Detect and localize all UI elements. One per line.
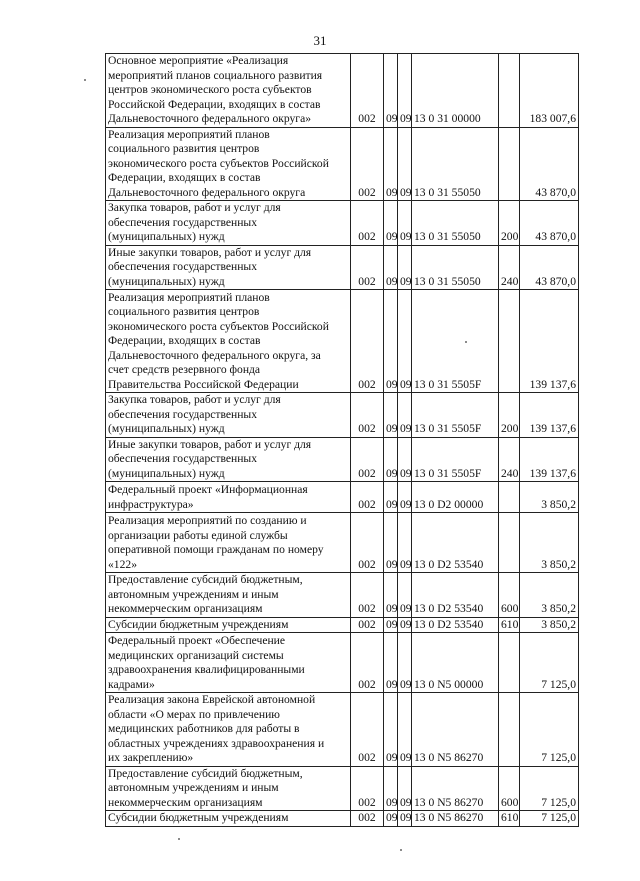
table-row	[106, 693, 579, 767]
target-item-cell: 13 0 N5 86270	[412, 693, 499, 767]
table-row	[106, 573, 579, 618]
row-name-line: Дальневосточного федерального округа	[108, 185, 306, 199]
row-name-line: Основное мероприятие «Реализация	[108, 54, 289, 67]
expense-type-cell: 240	[499, 437, 520, 482]
row-name-line: Реализация мероприятий планов	[108, 290, 270, 304]
row-name-line: Дальневосточного федерального округа»	[108, 112, 312, 125]
target-item-cell: 13 0 31 55050	[412, 245, 499, 290]
scan-speck	[465, 341, 467, 343]
expense-type-cell	[499, 633, 520, 693]
target-item-cell: 13 0 D2 00000	[412, 482, 499, 513]
row-name-line: социального развития центров	[108, 305, 260, 318]
expense-type-cell: 240	[499, 245, 520, 290]
row-name-line: здравоохранения квалифицированными	[108, 663, 305, 676]
row-name-line: Федерации, входящих в состав	[108, 334, 261, 347]
expense-type-cell	[499, 513, 520, 573]
table-row	[106, 290, 579, 393]
subsection-cell: 09	[398, 693, 412, 767]
ministry-code-cell: 002	[351, 393, 384, 438]
target-item-cell: 13 0 D2 53540	[412, 573, 499, 618]
subsection-cell: 09	[398, 766, 412, 811]
row-name-line: Закупка товаров, работ и услуг для	[108, 201, 281, 214]
row-name-line: Субсидии бюджетным учреждениям	[108, 811, 289, 824]
row-name-line: Реализация мероприятий по созданию и	[108, 514, 307, 527]
expense-type-cell: 600	[499, 573, 520, 618]
row-name-line: их закреплению»	[108, 751, 194, 764]
target-item-cell: 13 0 31 5505F	[412, 437, 499, 482]
row-name-line: (муниципальных) нужд	[108, 466, 225, 480]
table-row	[106, 54, 579, 128]
section-cell: 09	[384, 617, 398, 633]
ministry-code-cell: 002	[351, 811, 384, 827]
expense-type-cell	[499, 290, 520, 393]
row-name-cell	[106, 393, 351, 438]
ministry-code-cell: 002	[351, 766, 384, 811]
section-cell: 09	[384, 245, 398, 290]
subsection-cell: 09	[398, 245, 412, 290]
row-name-line: Предоставление субсидий бюджетным,	[108, 573, 303, 586]
row-name-cell	[106, 437, 351, 482]
section-cell: 09	[384, 513, 398, 573]
row-name-line: кадрами»	[108, 677, 155, 691]
row-name-line: Российской Федерации, входящих в состав	[108, 97, 321, 111]
expense-type-cell	[499, 482, 520, 513]
row-name-line: экономического роста субъектов Российской	[108, 319, 329, 333]
row-name-cell	[106, 513, 351, 573]
row-name-line: некоммерческим организациям	[108, 602, 263, 615]
row-name-cell	[106, 54, 351, 128]
row-name-line: инфраструктура»	[108, 497, 194, 511]
table-row	[106, 437, 579, 482]
section-cell: 09	[384, 290, 398, 393]
amount-cell: 139 137,6	[520, 290, 579, 393]
row-name-line: обеспечения государственных	[108, 452, 258, 465]
row-name-line: обеспечения государственных	[108, 215, 258, 229]
ministry-code-cell: 002	[351, 290, 384, 393]
subsection-cell: 09	[398, 617, 412, 633]
section-cell: 09	[384, 573, 398, 618]
target-item-cell: 13 0 D2 53540	[412, 513, 499, 573]
amount-cell: 7 125,0	[520, 811, 579, 827]
row-name-line: оперативной помощи гражданам по номеру	[108, 543, 324, 556]
expense-type-cell	[499, 54, 520, 128]
expense-type-cell	[499, 127, 520, 201]
row-name-line: Дальневосточного федерального округа, за	[108, 348, 321, 362]
amount-cell: 43 870,0	[520, 245, 579, 290]
row-name-cell	[106, 127, 351, 201]
table-row	[106, 766, 579, 811]
amount-cell: 183 007,6	[520, 54, 579, 128]
expense-type-cell: 200	[499, 393, 520, 438]
target-item-cell: 13 0 31 55050	[412, 201, 499, 246]
budget-table	[105, 53, 579, 827]
expense-type-cell: 610	[499, 811, 520, 827]
table-row	[106, 245, 579, 290]
ministry-code-cell: 002	[351, 54, 384, 128]
amount-cell: 7 125,0	[520, 693, 579, 767]
row-name-line: Федеральный проект «Информационная	[108, 483, 308, 496]
target-item-cell: 13 0 D2 53540	[412, 617, 499, 633]
table-row	[106, 393, 579, 438]
ministry-code-cell: 002	[351, 693, 384, 767]
row-name-line: медицинских работников для работы в	[108, 722, 300, 735]
subsection-cell: 09	[398, 573, 412, 618]
expense-type-cell: 600	[499, 766, 520, 811]
row-name-line: обеспечения государственных	[108, 260, 258, 273]
row-name-line: «122»	[108, 557, 137, 571]
section-cell: 09	[384, 437, 398, 482]
ministry-code-cell: 002	[351, 437, 384, 482]
section-cell: 09	[384, 811, 398, 827]
subsection-cell: 09	[398, 127, 412, 201]
ministry-code-cell: 002	[351, 482, 384, 513]
table-row	[106, 617, 579, 633]
ministry-code-cell: 002	[351, 617, 384, 633]
ministry-code-cell: 002	[351, 633, 384, 693]
expense-type-cell: 610	[499, 617, 520, 633]
row-name-line: Иные закупки товаров, работ и услуг для	[108, 245, 312, 259]
section-cell: 09	[384, 766, 398, 811]
row-name-line: автономным учреждениям и иным	[108, 587, 279, 601]
section-cell: 09	[384, 633, 398, 693]
row-name-line: счет средств резервного фонда	[108, 363, 261, 376]
target-item-cell: 13 0 31 55050	[412, 127, 499, 201]
row-name-line: (муниципальных) нужд	[108, 422, 225, 435]
amount-cell: 3 850,2	[520, 482, 579, 513]
scan-speck	[400, 849, 402, 851]
subsection-cell: 09	[398, 201, 412, 246]
row-name-line: Предоставление субсидий бюджетным,	[108, 766, 303, 780]
amount-cell: 3 850,2	[520, 513, 579, 573]
ministry-code-cell: 002	[351, 201, 384, 246]
row-name-line: мероприятий планов социального развития	[108, 68, 323, 82]
row-name-line: организации работы единой службы	[108, 528, 288, 542]
row-name-line: социального развития центров	[108, 142, 260, 155]
row-name-line: автономным учреждениям и иным	[108, 781, 279, 794]
row-name-line: Иные закупки товаров, работ и услуг для	[108, 437, 312, 451]
section-cell: 09	[384, 54, 398, 128]
row-name-line: Закупка товаров, работ и услуг для	[108, 393, 281, 406]
amount-cell: 43 870,0	[520, 127, 579, 201]
row-name-line: Федеральный проект «Обеспечение	[108, 634, 286, 647]
amount-cell: 43 870,0	[520, 201, 579, 246]
table-row	[106, 201, 579, 246]
subsection-cell: 09	[398, 290, 412, 393]
subsection-cell: 09	[398, 393, 412, 438]
row-name-cell	[106, 573, 351, 618]
amount-cell: 139 137,6	[520, 393, 579, 438]
row-name-line: областных учреждениях здравоохранения и	[108, 736, 325, 750]
row-name-line: Субсидии бюджетным учреждениям	[108, 617, 289, 631]
amount-cell: 7 125,0	[520, 633, 579, 693]
target-item-cell: 13 0 N5 00000	[412, 633, 499, 693]
target-item-cell: 13 0 31 5505F	[412, 393, 499, 438]
row-name-cell	[106, 290, 351, 393]
section-cell: 09	[384, 393, 398, 438]
subsection-cell: 09	[398, 54, 412, 128]
row-name-cell	[106, 617, 351, 633]
page-number: 31	[313, 33, 327, 48]
row-name-line: области «О мерах по привлечению	[108, 707, 280, 721]
table-row	[106, 127, 579, 201]
table-row	[106, 513, 579, 573]
section-cell: 09	[384, 127, 398, 201]
scan-speck	[178, 838, 180, 840]
row-name-line: Федерации, входящих в состав	[108, 171, 261, 184]
row-name-cell	[106, 633, 351, 693]
section-cell: 09	[384, 693, 398, 767]
row-name-cell	[106, 201, 351, 246]
ministry-code-cell: 002	[351, 513, 384, 573]
subsection-cell: 09	[398, 482, 412, 513]
row-name-cell	[106, 482, 351, 513]
row-name-cell	[106, 766, 351, 811]
target-item-cell: 13 0 31 00000	[412, 54, 499, 128]
budget-table-body	[106, 54, 579, 827]
row-name-line: обеспечения государственных	[108, 407, 258, 421]
target-item-cell: 13 0 31 5505F	[412, 290, 499, 393]
row-name-line: некоммерческим организациям	[108, 795, 263, 809]
subsection-cell: 09	[398, 513, 412, 573]
section-cell: 09	[384, 482, 398, 513]
ministry-code-cell: 002	[351, 573, 384, 618]
amount-cell: 3 850,2	[520, 573, 579, 618]
table-row	[106, 811, 579, 827]
row-name-cell	[106, 811, 351, 827]
subsection-cell: 09	[398, 633, 412, 693]
table-row	[106, 633, 579, 693]
row-name-cell	[106, 693, 351, 767]
row-name-line: Правительства Российской Федерации	[108, 377, 299, 391]
target-item-cell: 13 0 N5 86270	[412, 766, 499, 811]
amount-cell: 139 137,6	[520, 437, 579, 482]
row-name-line: экономического роста субъектов Российской	[108, 156, 329, 170]
amount-cell: 7 125,0	[520, 766, 579, 811]
subsection-cell: 09	[398, 811, 412, 827]
subsection-cell: 09	[398, 437, 412, 482]
row-name-line: Реализация мероприятий планов	[108, 127, 270, 141]
expense-type-cell: 200	[499, 201, 520, 246]
row-name-line: (муниципальных) нужд	[108, 274, 225, 288]
expense-type-cell	[499, 693, 520, 767]
row-name-cell	[106, 245, 351, 290]
ministry-code-cell: 002	[351, 245, 384, 290]
row-name-line: медицинских организаций системы	[108, 648, 284, 662]
ministry-code-cell: 002	[351, 127, 384, 201]
section-cell: 09	[384, 201, 398, 246]
row-name-line: (муниципальных) нужд	[108, 230, 225, 243]
amount-cell: 3 850,2	[520, 617, 579, 633]
table-row	[106, 482, 579, 513]
target-item-cell: 13 0 N5 86270	[412, 811, 499, 827]
row-name-line: Реализация закона Еврейской автономной	[108, 693, 316, 706]
scan-speck	[84, 79, 86, 81]
row-name-line: центров экономического роста субъектов	[108, 83, 312, 96]
